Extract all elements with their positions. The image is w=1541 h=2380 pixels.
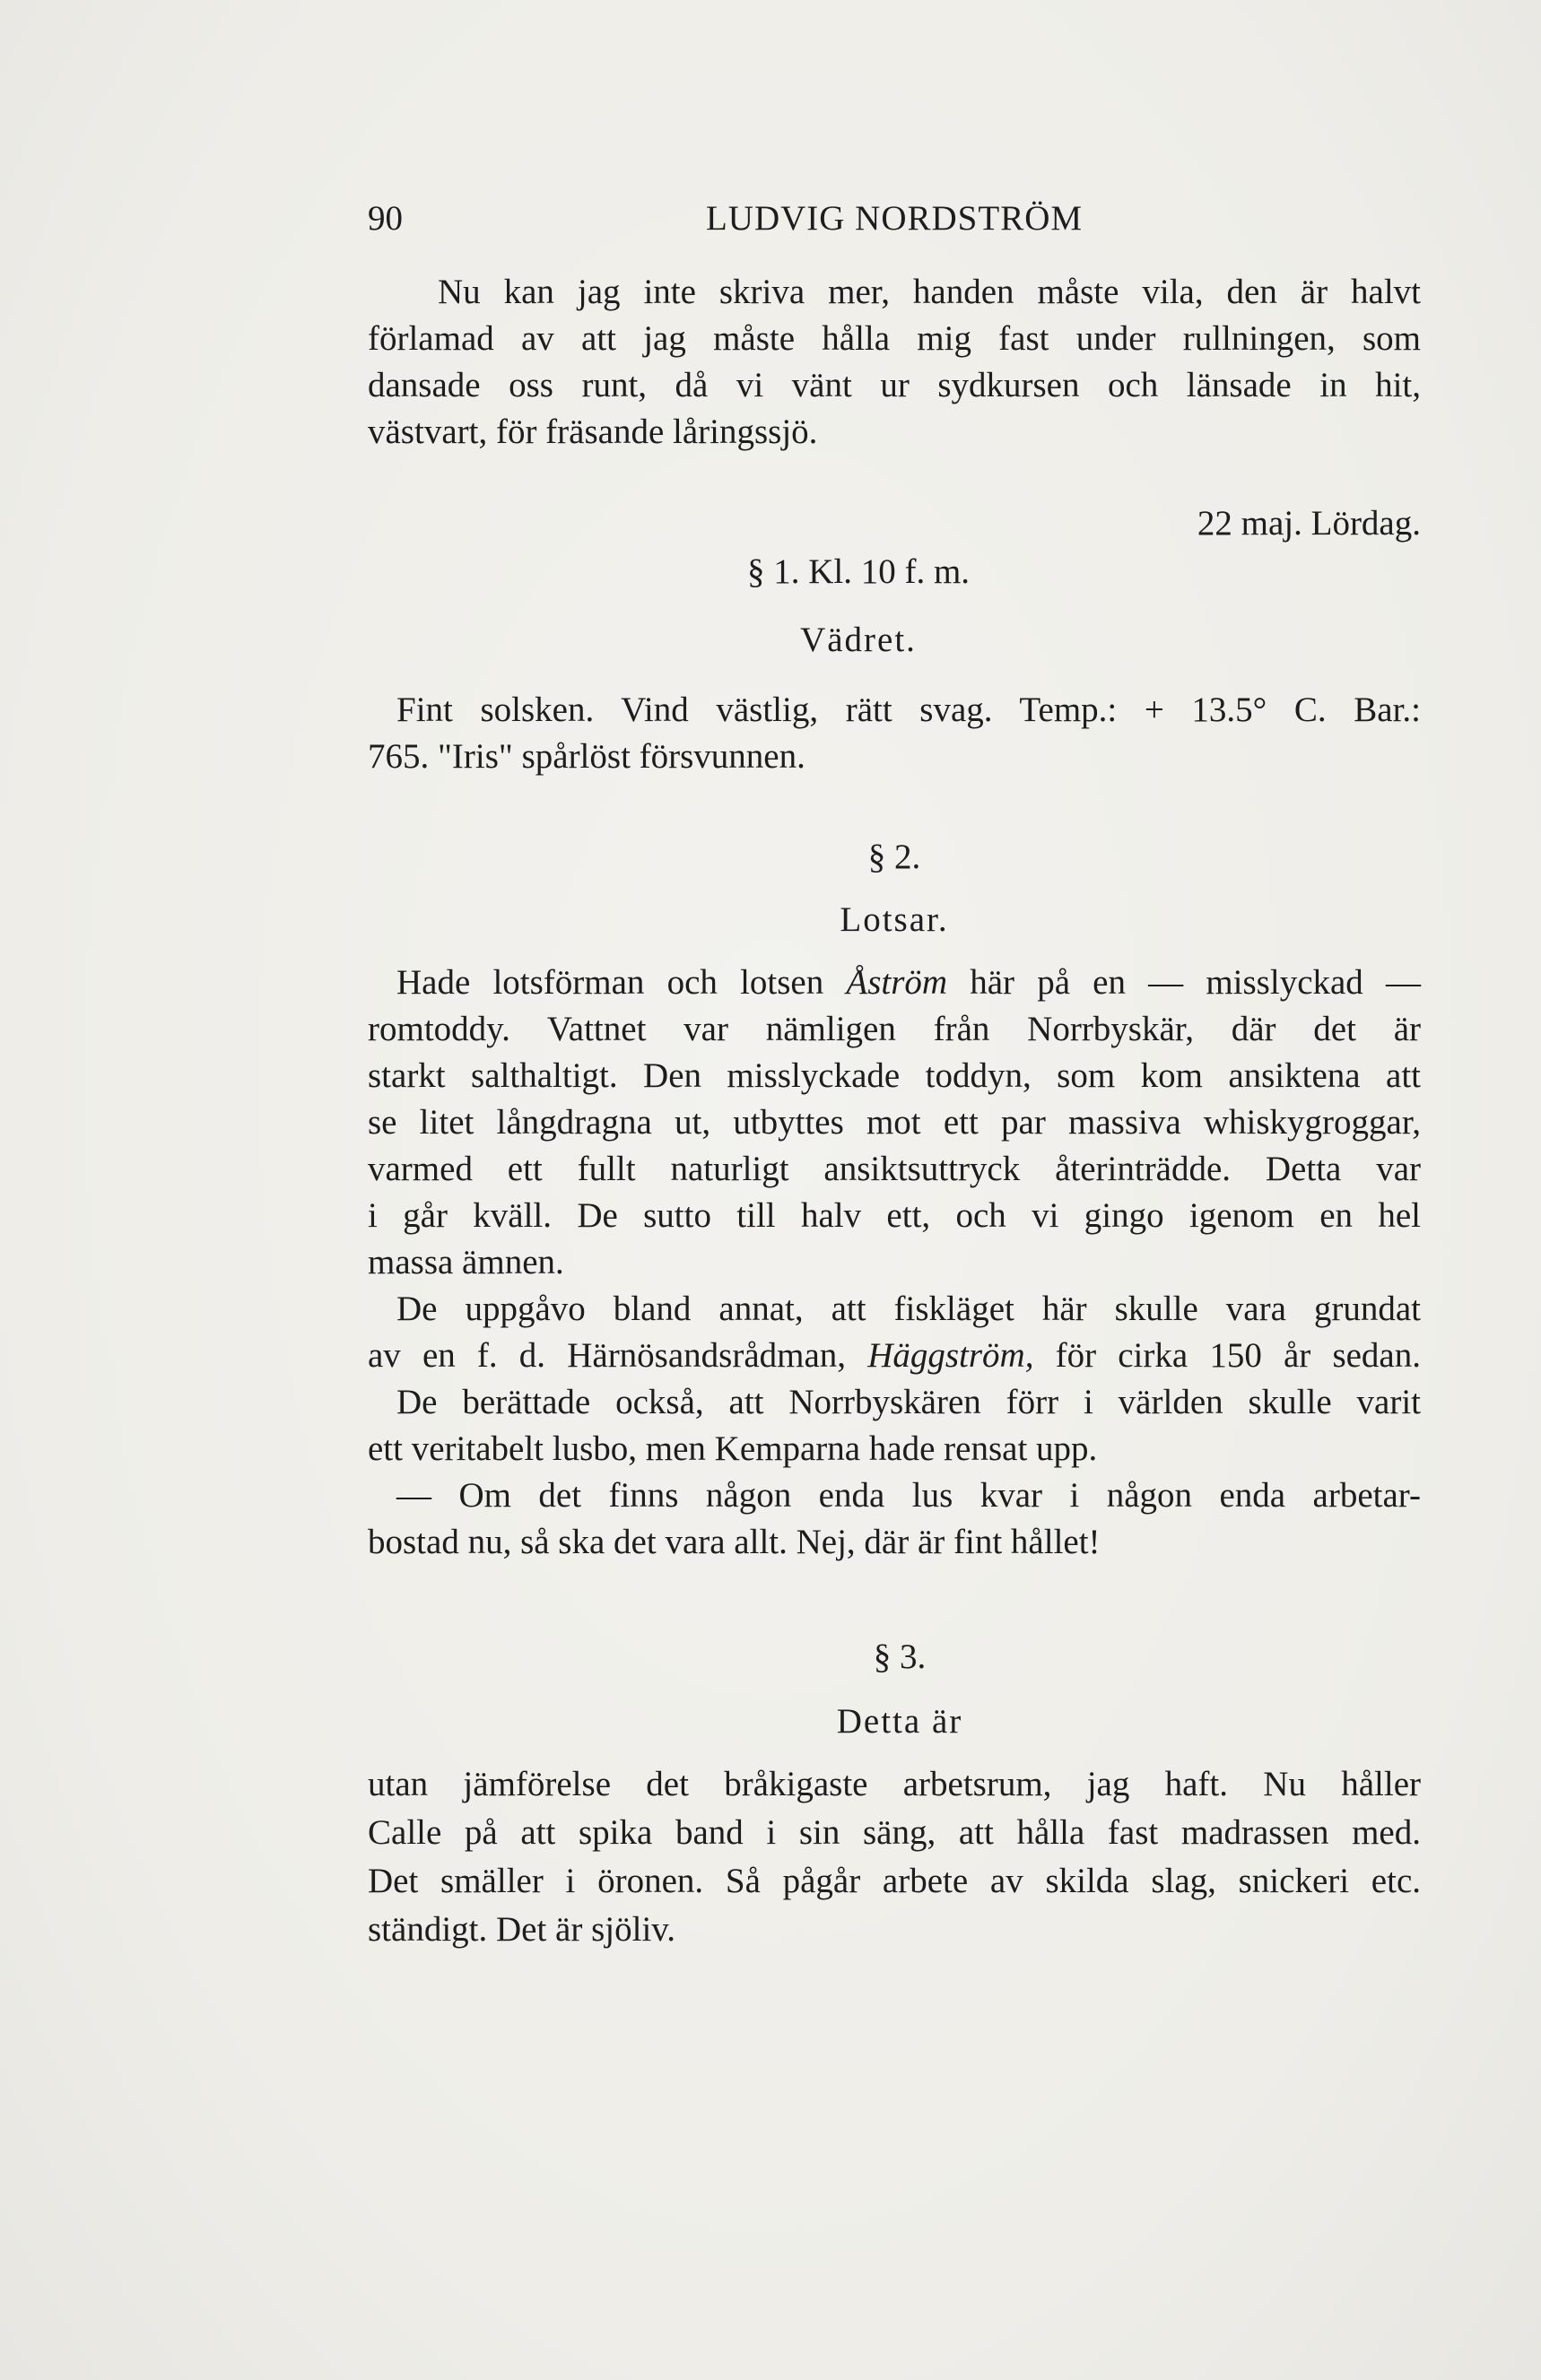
name-haggstrom: Häggström, [867, 1336, 1034, 1375]
section-2-line-9-start: av en f. d. Härnösandsrådman, [368, 1336, 868, 1375]
intro-line-1: Nu kan jag inte skriva mer, handen måste vila, den är halvt [438, 273, 1421, 311]
page-number: 90 [368, 199, 403, 238]
section-3-line-3: Det smäller i öronen. Så pågår arbete av skilda slag, snickeri etc. [368, 1862, 1421, 1900]
section-3-heading: Detta är [836, 1702, 963, 1741]
section-1-line-2: 765. "Iris" spårlöst försvunnen. [368, 737, 805, 776]
section-2-line-2: romtoddy. Vattnet var nämligen från Norrbyskär, där det är [368, 1010, 1421, 1048]
section-2-line-9-end: för cirka 150 år sedan. [1033, 1336, 1421, 1375]
section-2-line-6: i går kväll. De sutto till halv ett, och vi gingo igenom en hel [368, 1196, 1421, 1235]
section-2-heading: Lotsar. [840, 900, 949, 939]
intro-line-3: dansade oss runt, då vi vänt ur sydkursen och länsade in hit, [368, 366, 1421, 404]
section-3-line-4: ständigt. Det är sjöliv. [368, 1910, 676, 1949]
section-2-line-4: se litet långdragna ut, utbyttes mot ett par massiva whiskygroggar, [368, 1103, 1421, 1142]
section-2-line-7: massa ämnen. [368, 1243, 564, 1281]
section-2-line-1-start: Hade lotsförman och lotsen [396, 963, 847, 1002]
section-2-line-11: ett veritabelt lusbo, men Kemparna hade rensat upp. [368, 1429, 1098, 1468]
section-2-line-1 [368, 960, 1421, 1006]
section-3-marker: § 3. [873, 1637, 927, 1676]
section-2-line-8: De uppgåvo bland annat, att fiskläget här skulle vara grundat [396, 1290, 1421, 1328]
name-astrom: Åström [846, 963, 948, 1002]
section-3-line-1: utan jämförelse det bråkigaste arbetsrum, jag haft. Nu håller [368, 1765, 1421, 1803]
section-2-line-12: — Om det finns någon enda lus kvar i någon enda arbetar- [396, 1476, 1421, 1515]
section-3-line-2: Calle på att spika band i sin säng, att hålla fast madrassen med. [368, 1813, 1421, 1852]
intro-line-2: förlamad av att jag måste hålla mig fast under rullningen, som [368, 319, 1421, 358]
section-1-marker: § 1. Kl. 10 f. m. [746, 552, 971, 591]
section-2-marker: § 2. [867, 838, 921, 876]
intro-line-4: västvart, för fräsande låringssjö. [368, 413, 818, 451]
section-2-line-13: bostad nu, så ska det vara allt. Nej, där är fint hållet! [368, 1523, 1101, 1561]
page-header [368, 195, 1421, 242]
section-2-line-9 [368, 1333, 1421, 1379]
section-2-line-5: varmed ett fullt naturligt ansiktsuttryck återinträdde. Detta var [368, 1150, 1421, 1188]
date-line: 22 maj. Lördag. [1197, 504, 1421, 543]
section-1-heading: Vädret. [800, 621, 917, 659]
section-1-line-1: Fint solsken. Vind västlig, rätt svag. Temp.: + 13.5° C. Bar.: [396, 691, 1421, 729]
section-2-line-1-end: här på en — misslyckad — [947, 963, 1421, 1002]
section-2-line-10: De berättade också, att Norrbyskären förr i världen skulle varit [396, 1383, 1421, 1421]
section-2-line-3: starkt salthaltigt. Den misslyckade toddyn, som kom ansiktena att [368, 1056, 1421, 1095]
running-head: LUDVIG NORDSTRÖM [705, 199, 1084, 238]
